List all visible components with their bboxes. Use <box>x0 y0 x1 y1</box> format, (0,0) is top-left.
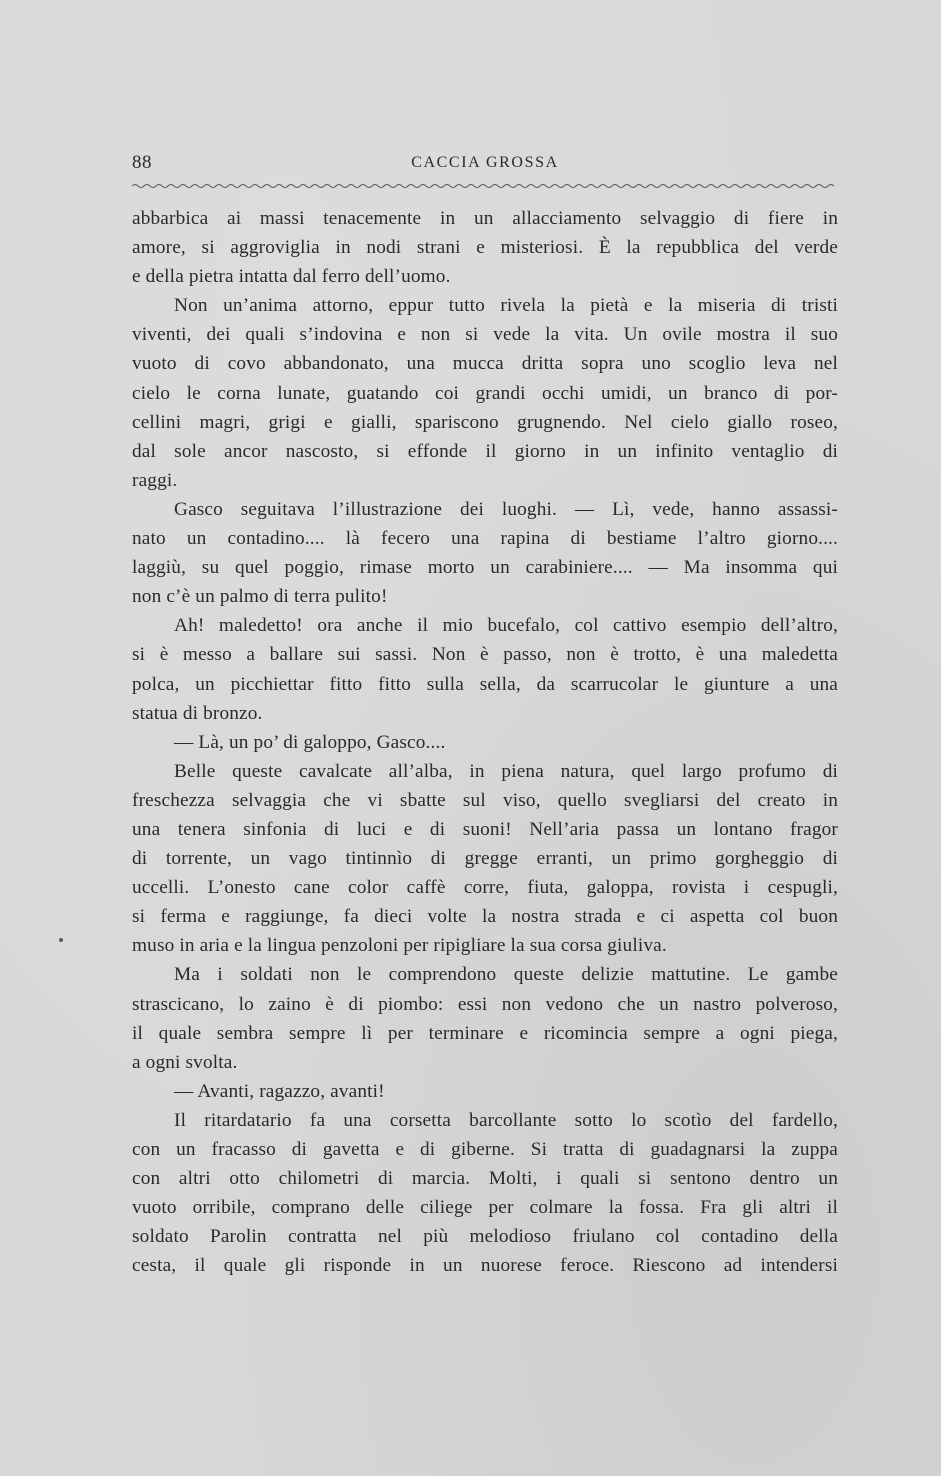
text-line: raggi. <box>132 469 178 491</box>
text-line: con altri otto chilometri di marcia. Molti, i quali si sentono dentro un <box>132 1168 838 1190</box>
text-line: cesta, il quale gli risponde in un nuorese feroce. Riescono ad intendersi <box>132 1255 838 1277</box>
text-line: statua di bronzo. <box>132 702 263 724</box>
text-line: a ogni svolta. <box>132 1051 238 1073</box>
text-line: Ah! maledetto! ora anche il mio bucefalo, col cattivo esempio dell’altro, <box>174 615 838 637</box>
text-line: Gasco seguitava l’illustrazione dei luoghi. — Lì, vede, hanno assassi- <box>174 498 838 520</box>
text-line: uccelli. L’onesto cane color caffè corre, fiuta, galoppa, rovista i cespugli, <box>132 877 838 899</box>
text-line: muso in aria e la lingua penzoloni per ripigliare la sua corsa giuliva. <box>132 935 667 957</box>
paper-speck <box>59 938 63 942</box>
page-header <box>132 152 838 182</box>
text-line: si ferma e raggiunge, fa dieci volte la nostra strada e ci aspetta col buon <box>132 906 838 928</box>
text-line: abbarbica ai massi tenacemente in un allacciamento selvaggio di fiere in <box>132 208 838 229</box>
text-line: soldato Parolin contratta nel più melodioso friulano col contadino della <box>132 1226 838 1248</box>
text-line: non c’è un palmo di terra pulito! <box>132 586 388 608</box>
text-line: Ma i soldati non le comprendono queste delizie mattutine. Le gambe <box>174 964 838 986</box>
text-line: con un fracasso di gavetta e di giberne. Si tratta di guadagnarsi la zuppa <box>132 1139 838 1160</box>
text-line: freschezza selvaggia che vi sbatte sul viso, quello svegliarsi del creato in <box>132 789 838 811</box>
text-line: — Avanti, ragazzo, avanti! <box>174 1080 385 1102</box>
text-line: polca, un picchiettar fitto fitto sulla sella, da scarrucolar le giunture a una <box>132 673 838 695</box>
text-line: viventi, dei quali s’indovina e non si vede la vita. Un ovile mostra il suo <box>132 324 838 346</box>
page-number: 88 <box>132 152 152 173</box>
text-line: cellini magri, grigi e gialli, spariscono grugnendo. Nel cielo giallo roseo, <box>132 411 838 433</box>
header-wavy-rule <box>132 182 838 190</box>
text-line: una tenera sinfonia di luci e di suoni! Nell’aria passa un lontano fragor <box>132 818 838 840</box>
text-line: dal sole ancor nascosto, si effonde il giorno in un infinito ventaglio di <box>132 440 838 462</box>
text-line: cielo le corna lunate, guatando coi grandi occhi umidi, un branco di por- <box>132 382 838 404</box>
text-line: il quale sembra sempre lì per terminare e ricomincia sempre a ogni piega, <box>132 1022 838 1044</box>
text-line: vuoto orribile, comprano delle ciliege per colmare la fossa. Fra gli altri il <box>132 1197 838 1219</box>
text-line: si è messo a ballare sui sassi. Non è passo, non è trotto, è una maledetta <box>132 644 838 666</box>
text-line: strascicano, lo zaino è di piombo: essi non vedono che un nastro polveroso, <box>132 993 838 1015</box>
text-line: laggiù, su quel poggio, rimase morto un carabiniere.... — Ma insomma qui <box>132 557 838 579</box>
text-line: Non un’anima attorno, eppur tutto rivela la pietà e la miseria di tristi <box>174 295 838 317</box>
text-line: vuoto di covo abbandonato, una mucca dritta sopra uno scoglio leva nel <box>132 353 838 375</box>
running-title: CACCIA GROSSA <box>411 154 559 171</box>
text-line: — Là, un po’ di galoppo, Gasco.... <box>174 731 446 753</box>
text-line: di torrente, un vago tintinnìo di gregge erranti, un primo gorgheggio di <box>132 848 838 870</box>
text-line: amore, si aggroviglia in nodi strani e misteriosi. È la repubblica del verde <box>132 237 838 259</box>
text-line: nato un contadino.... là fecero una rapina di bestiame l’altro giorno.... <box>132 528 838 550</box>
text-line: Belle queste cavalcate all’alba, in piena natura, quel largo profumo di <box>174 760 838 782</box>
body-text <box>132 204 838 1280</box>
text-line: e della pietra intatta dal ferro dell’uomo. <box>132 266 451 288</box>
text-line: Il ritardatario fa una corsetta barcollante sotto lo scotìo del fardello, <box>174 1109 838 1131</box>
